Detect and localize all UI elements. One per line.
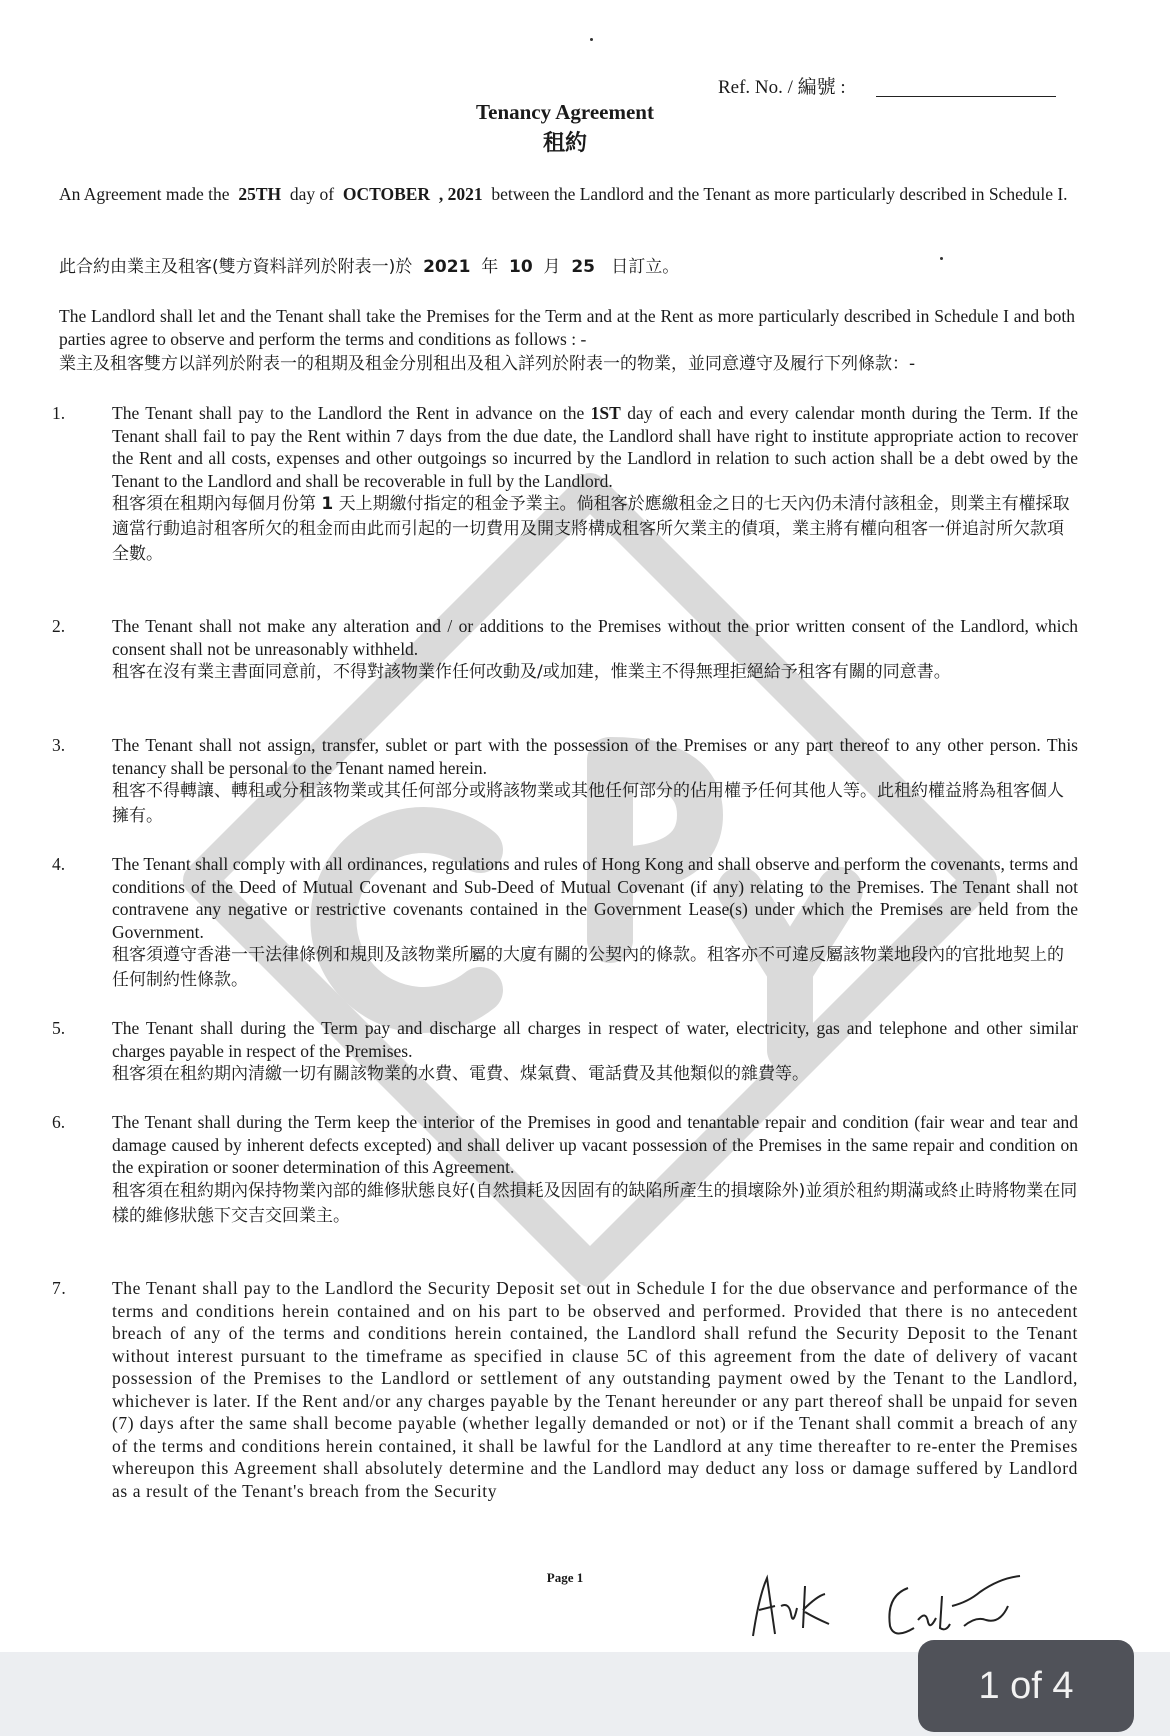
reference-number-label: Ref. No. / 編號 : (718, 77, 846, 98)
agreement-intro: An Agreement made the 25TH day of OCTOBER , 2021 between the Landlord and the Tenant as more particularly described in Schedule I. (59, 184, 1068, 204)
preamble-zh: 業主及租客雙方以詳列於附表一的租期及租金分別租出及租入詳列於附表一的物業，並同意遵守及履行下列條款：- (59, 354, 916, 374)
preamble-en: The Landlord shall let and the Tenant shall take the Premises for the Term and at the Rent as more particularly described in Schedule I and both parties agree to observe and perform the terms and conditions as follows : - (59, 306, 1075, 349)
clause-2: 2. The Tenant shall not make any alteration and / or additions to the Premises without the prior written consent of the Landlord, which consent shall not be unreasonably withheld. 租客在沒有業主書面同意前，不得對該物業作任何改動及/或加建，惟業主不得無理拒絕給予租客有關的同意書。 (52, 616, 1078, 682)
clause-5: 5. The Tenant shall during the Term pay and discharge all charges in respect of water, electricity, gas and telephone and other similar charges payable in respect of the Premises. 租客須在租約期內清繳一切有關該物業的水費、電費、煤氣費、電話費及其他類似的雜費等。 (52, 1018, 1078, 1084)
landlord-signature-icon (880, 1566, 1030, 1646)
clause-3: 3. The Tenant shall not assign, transfer, sublet or part with the possession of the Premises or any part thereof to any other person. This tenancy shall be personal to the Tenant named herein. 租客不得轉讓、轉租或分租該物業或其任何部分或將該物業或其他任何部分的佔用權予任何其他人等。此租約權益將為租客個人擁有。 (52, 735, 1078, 826)
agreement-month: OCTOBER (342, 184, 431, 204)
agreement-intro-zh: 此合約由業主及租客(雙方資料詳列於附表一)於 2021 年 10 月 25 日訂立。 (59, 257, 680, 277)
scan-speck (590, 38, 593, 41)
clause-1: 1. The Tenant shall pay to the Landlord the Rent in advance on the 1ST day of each and every calendar month during the Term. If the Tenant shall fail to pay the Rent within 7 days from the due date, the Landlord shall have right to institute appropriate action to recover the Rent and all costs, expenses and other outgoings so incurred by the Landlord in relation to such action shall be a debt owed by the Tenant to the Landlord and shall be recoverable in full by the Landlord. 租客須在租期內每個月份第 1 天上期繳付指定的租金予業主。倘租客於應繳租金之日的七天內仍未清付該租金，則業主有權採取適當行動追討租客所欠的租金而由此而引起的一切費用及開支將構成租客所欠業主的債項，業主將有權向租客一併追討所欠款項全數。 (52, 403, 1079, 564)
clause-7: 7. The Tenant shall pay to the Landlord the Security Deposit set out in Schedule I for the due observance and performance of the terms and conditions herein contained and on his part to be observed and performed. Provided that there is no antecedent breach of any of the terms and conditions herein contained, the Landlord shall refund the Security Deposit to the Tenant without interest pursuant to the timeframe as specified in clause 5C of this agreement from the date of delivery of vacant possession of the Premises to the Landlord or settlement of any outstanding payment owed by the Tenant to the Landlord, whichever is later. If the Rent and/or any charges payable by the Tenant hereunder or any part thereof shall be unpaid for seven (7) days after the same shall become payable (whether legally demanded or not) or if the Tenant shall commit a breach of any of the terms and conditions herein contained, it shall be lawful for the Landlord at any time thereafter to re-enter the Premises whereupon this Agreement shall absolutely determine and the Landlord may deduct any loss or damage suffered by Landlord as a result of the Tenant's breach from the Security (52, 1278, 1078, 1501)
document-title-en: Tenancy Agreement (476, 100, 654, 124)
page-indicator: 1 of 4 (918, 1640, 1134, 1732)
tenant-signature-icon (745, 1566, 875, 1646)
document-title-zh: 租約 (542, 130, 587, 155)
clause-6: 6. The Tenant shall during the Term keep the interior of the Premises in good and tenantable repair and condition (fair wear and tear and damage caused by inherent defects excepted) and shall deliver up vacant possession of the Premises in the same repair and condition on the expiration or sooner determination of this Agreement. 租客須在租約期內保持物業內部的維修狀態良好(自然損耗及因固有的缺陷所產生的損壞除外)並須於租約期滿或終止時將物業在同樣的維修狀態下交吉交回業主。 (52, 1112, 1078, 1226)
agreement-year: , 2021 (438, 184, 483, 204)
agreement-day: 25TH (238, 184, 282, 204)
clause-4: 4. The Tenant shall comply with all ordinances, regulations and rules of Hong Kong and shall observe and perform the covenants, terms and conditions of the Deed of Mutual Covenant and Sub-Deed of Mutual Covenant (if any) relating to the Premises. The Tenant shall not contravene any negative or restrictive covenants contained in the Government Lease(s) under which the Premises are held from the Government. 租客須遵守香港一干法律條例和規則及該物業所屬的大廈有關的公契內的條款。租客亦不可違反屬該物業地段內的官批地契上的任何制約性條款。 (52, 854, 1078, 990)
page-number: Page 1 (546, 1570, 584, 1585)
reference-number-line (876, 96, 1056, 97)
